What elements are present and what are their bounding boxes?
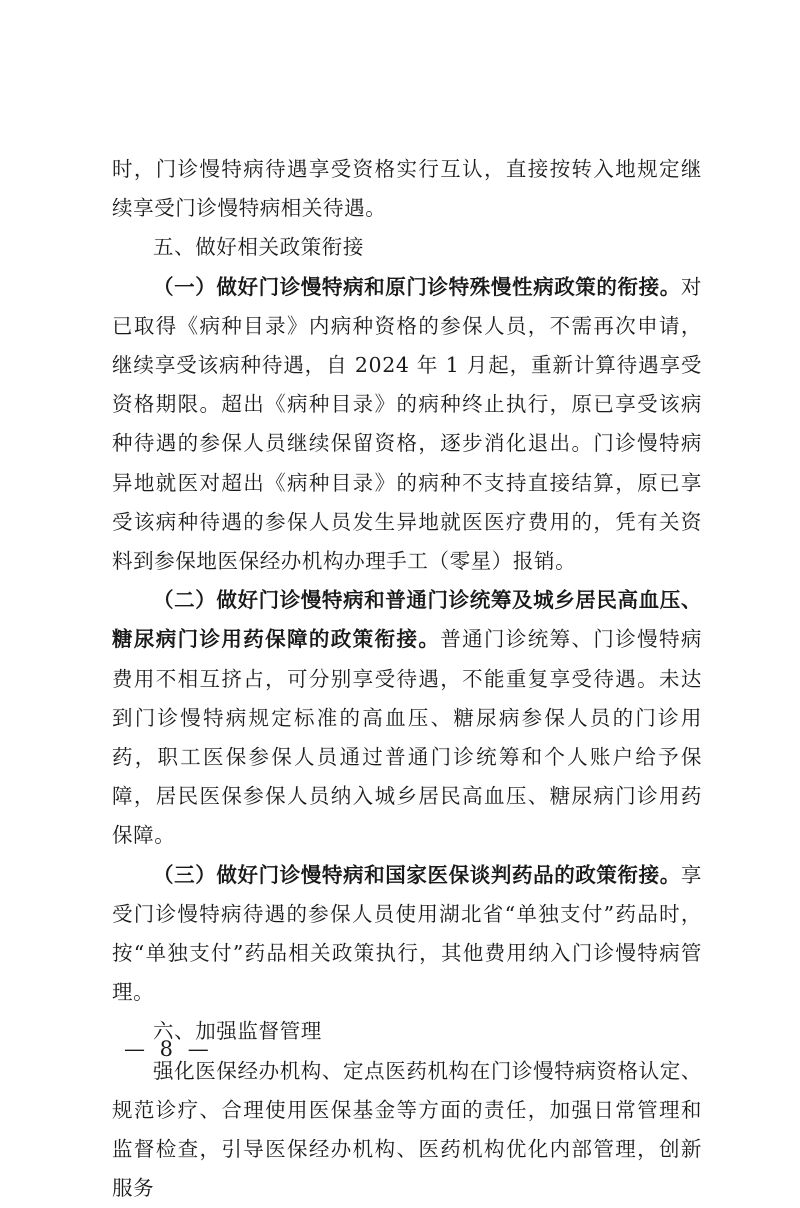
paragraph-policy-3 bbox=[112, 856, 702, 1013]
paragraph-body: 普通门诊统筹、门诊慢特病费用不相互挤占，可分别享受待遇，不能重复享受待遇。未达到门诊慢特病规定标准的高血压、糖尿病参保人员的门诊用药，职工医保参保人员通过普通门诊统筹和个人账户给予保障，居民医保参保人员纳入城乡居民高血压、糖尿病门诊用药保障。 bbox=[112, 627, 703, 848]
paragraph-policy-1 bbox=[112, 268, 702, 582]
paragraph-lead-bold: （三）做好门诊慢特病和国家医保谈判药品的政策衔接。 bbox=[153, 862, 681, 887]
paragraph-body: 对已取得《病种目录》内病种资格的参保人员，不需再次申请，继续享受该病种待遇，自 2024 年 1 月起，重新计算待遇享受资格期限。超出《病种目录》的病种终止执行，原已享受该病种待遇的参保人员继续保留资格，逐步消化退出。门诊慢特病异地就医对超出《病种目录》的病种不支持直接结算，原已享受该病种待遇的参保人员发生异地就医医疗费用的，凭有关资料到参保地医保经办机构办理手工（零星）报销。 bbox=[112, 274, 702, 574]
paragraph-lead-bold: （二）做好门诊慢特病和普通门诊统筹及城乡居民高血压、糖尿病门诊用药保障的政策衔接。 bbox=[112, 588, 702, 652]
section-heading-5: 五、做好相关政策衔接 bbox=[153, 235, 364, 260]
paragraph-continued: 时，门诊慢特病待遇享受资格实行互认，直接按转入地规定继续享受门诊慢特病相关待遇。 bbox=[112, 157, 702, 221]
paragraph-lead-bold: （一）做好门诊慢特病和原门诊特殊慢性病政策的衔接。 bbox=[153, 274, 681, 299]
paragraph-body: 享受门诊慢特病待遇的参保人员使用湖北省“单独支付”药品时，按“单独支付”药品相关政策执行，其他费用纳入门诊慢特病管理。 bbox=[112, 862, 702, 1005]
section-heading-6: 六、加强监督管理 bbox=[153, 1019, 322, 1044]
paragraph-policy-2 bbox=[112, 581, 702, 855]
page-number: — 8 — bbox=[124, 1037, 213, 1061]
paragraph-supervision: 强化医保经办机构、定点医药机构在门诊慢特病资格认定、规范诊疗、合理使用医保基金等方面的责任，加强日常管理和监督检查，引导医保经办机构、医药机构优化内部管理，创新服务 bbox=[112, 1058, 702, 1201]
